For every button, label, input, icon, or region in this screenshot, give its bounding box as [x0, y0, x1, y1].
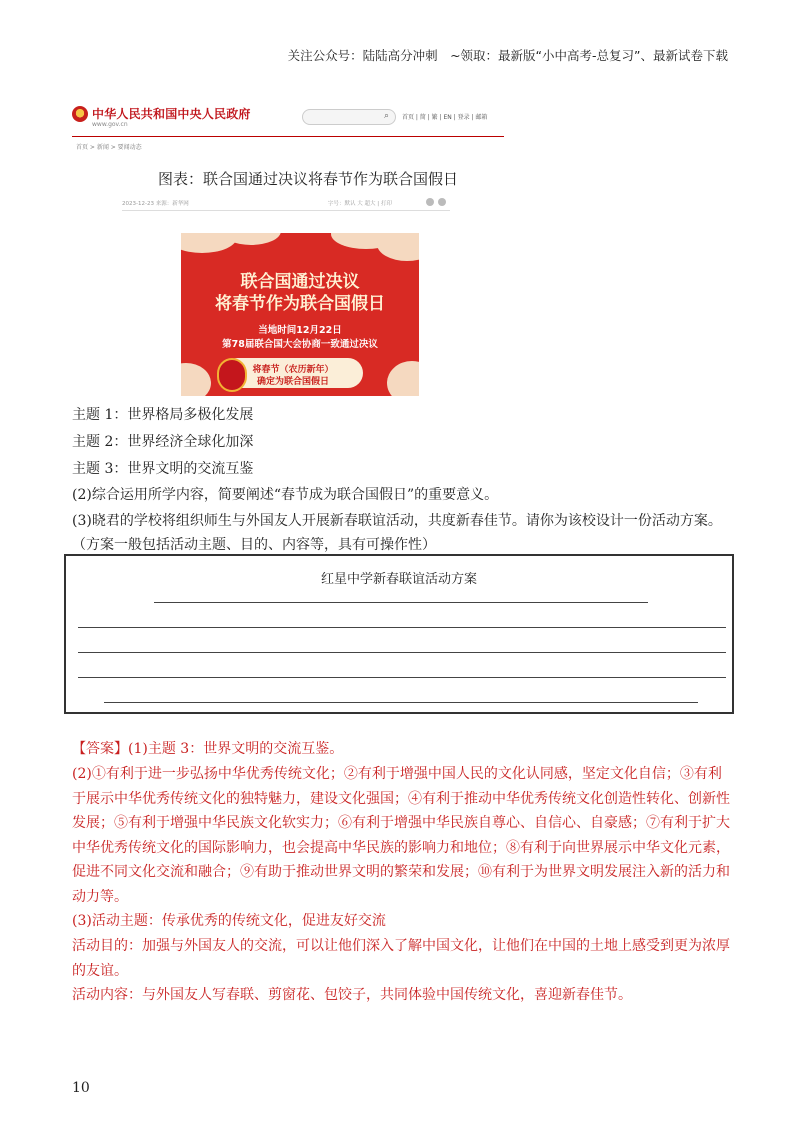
answer-1-text: (1)主题 3：世界文明的交流互鉴。	[128, 741, 344, 757]
question-2: (2)综合运用所学内容，简要阐述“春节成为联合国假日”的重要意义。	[72, 487, 499, 503]
blank-line	[78, 677, 726, 678]
activity-plan-box	[64, 554, 734, 714]
question-3-note: （方案一般包括活动主题、目的、内容等，具有可操作性）	[72, 537, 436, 553]
answer-2: (2)①有利于进一步弘扬中华优秀传统文化；②有利于增强中国人民的文化认同感，坚定文化自信；③有利于展示中华优秀传统文化的独特魅力，建设文化强国；④有利于推动中华优秀传统文化创造性转化、创新性发展；⑤有利于增强中华民族文化软实力；⑥有利于增强中华民族自尊心、自信心、自豪感；⑦有利于扩大中华优秀传统文化的国际影响力，也会提高中华民族的影响力和地位；⑧有利于向世界展示中华文化元素，促进不同文化交流和融合；⑨有助于推动世界文明的繁荣和发展；⑩有利于为世界文明发展注入新的活力和动力等。	[72, 766, 730, 905]
poster-title-line2: 将春节作为联合国假日	[215, 294, 385, 314]
blank-line	[78, 652, 726, 653]
header-note: 关注公众号：陆陆高分冲刺 ~领取：最新版“小中高考-总复习”、最新试卷下载	[287, 48, 728, 63]
lantern-icon	[217, 358, 247, 392]
article-meta: 2023-12-23 来源：新华网	[122, 201, 189, 207]
poster-highlight-line1: 将春节（农历新年）	[252, 365, 334, 375]
gov-nav: 首页 | 简 | 繁 | EN | 登录 | 邮箱	[402, 114, 488, 121]
poster-highlight-line2: 确定为联合国假日	[256, 377, 329, 387]
gov-header-divider	[72, 136, 504, 137]
poster-subtitle-line1: 当地时间12月22日	[258, 325, 342, 336]
page-number: 10	[72, 1080, 90, 1096]
blank-line	[78, 627, 726, 628]
share-icon	[426, 198, 434, 206]
question-3: (3)晓君的学校将组织师生与外国友人开展新春联谊活动，共度新春佳节。请你为该校设计一份活动方案。	[72, 513, 722, 529]
cloud-decoration	[387, 361, 419, 396]
answer-1	[72, 737, 732, 762]
activity-plan-title: 红星中学新春联谊活动方案	[320, 572, 477, 587]
national-emblem-icon	[72, 106, 88, 122]
poster-subtitle-line2: 第78届联合国大会协商一致通过决议	[222, 339, 378, 350]
search-icon: ⌕	[384, 111, 390, 121]
cloud-decoration	[181, 363, 211, 396]
article-title: 图表：联合国通过决议将春节作为联合国假日	[158, 170, 459, 188]
theme-2: 主题 2：世界经济全球化加深	[72, 434, 254, 450]
blank-line	[154, 602, 648, 603]
blank-line	[104, 702, 698, 703]
theme-1: 主题 1：世界格局多极化发展	[72, 407, 254, 423]
poster-title-line1: 联合国通过决议	[240, 272, 360, 292]
breadcrumb: 首页 > 新闻 > 要闻动态	[76, 144, 142, 151]
gov-site-url: www.gov.cn	[92, 121, 128, 128]
gov-search-input	[302, 109, 396, 125]
spring-festival-poster	[181, 233, 419, 396]
article-tools: 字号：默认 大 超大 | 打印	[328, 201, 392, 207]
article-divider	[122, 210, 450, 211]
theme-3: 主题 3：世界文明的交流互鉴	[72, 461, 254, 477]
gov-site-screenshot	[72, 100, 504, 218]
answer-3-theme: (3)活动主题：传承优秀的传统文化，促进友好交流	[72, 913, 386, 929]
share-icon	[438, 198, 446, 206]
gov-site-title: 中华人民共和国中央人民政府	[92, 107, 251, 121]
answer-3-content: 活动内容：与外国友人写春联、剪窗花、包饺子，共同体验中国传统文化，喜迎新春佳节。	[72, 987, 632, 1003]
answer-3-purpose: 活动目的：加强与外国友人的交流，可以让他们深入了解中国文化，让他们在中国的土地上感受到更为浓厚的友谊。	[72, 938, 730, 979]
cloud-decoration	[377, 233, 419, 261]
answer-label: 【答案】	[72, 741, 128, 757]
